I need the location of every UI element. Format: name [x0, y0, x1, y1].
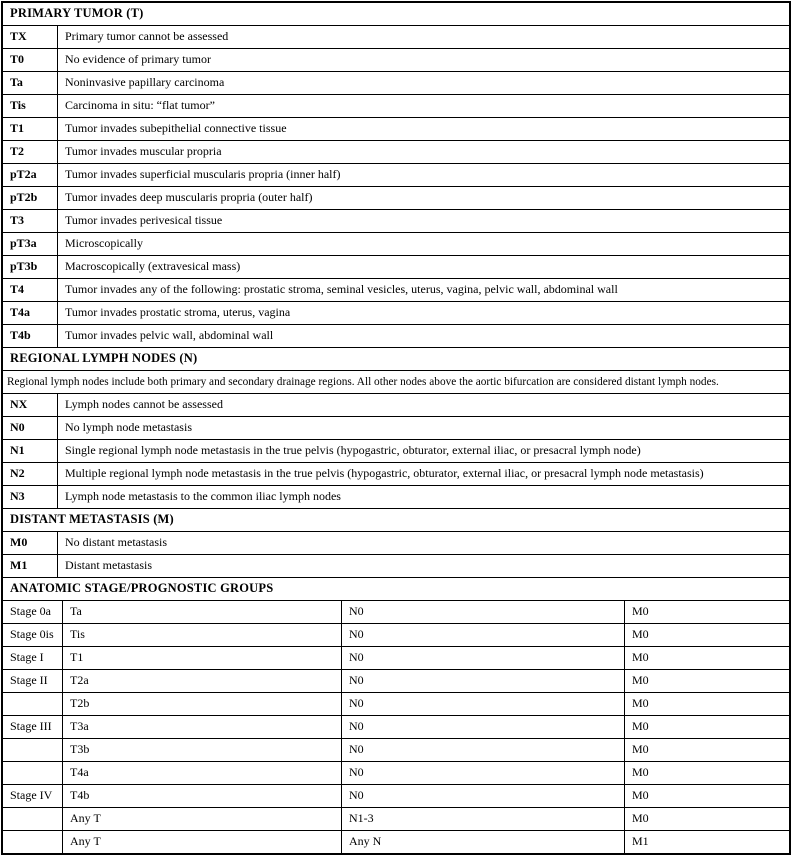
- stage-row-iv-b: [3, 807, 789, 830]
- m-cell: M0: [624, 785, 789, 807]
- description-cell: Lymph node metastasis to the common iliac lymph nodes: [57, 486, 789, 508]
- table-row-n0: [3, 416, 789, 439]
- table-row-t3: [3, 209, 789, 232]
- m-cell: M0: [624, 808, 789, 830]
- code-cell: M0: [10, 535, 28, 550]
- description-cell: Tumor invades muscular propria: [57, 141, 789, 163]
- description-cell: Macroscopically (extravesical mass): [57, 256, 789, 278]
- table-row-tis: [3, 94, 789, 117]
- table-row-n3: [3, 485, 789, 508]
- t-cell: T1: [62, 647, 341, 669]
- t-cell: T3b: [62, 739, 341, 761]
- description-cell: Distant metastasis: [57, 555, 789, 577]
- n-cell: N1-3: [341, 808, 624, 830]
- code-cell: T4b: [10, 328, 31, 343]
- t-cell: T4a: [62, 762, 341, 784]
- code-cell: pT3a: [10, 236, 37, 251]
- stage-cell: Stage IV: [10, 788, 53, 803]
- code-cell: N2: [10, 466, 25, 481]
- section-header-primary-tumor: PRIMARY TUMOR (T): [10, 6, 144, 21]
- description-cell: No lymph node metastasis: [57, 417, 789, 439]
- table-row-pt2a: [3, 163, 789, 186]
- table-row-ta: [3, 71, 789, 94]
- code-cell: Ta: [10, 75, 23, 90]
- t-cell: T2b: [62, 693, 341, 715]
- stage-cell: Stage 0is: [10, 627, 54, 642]
- code-cell: pT2a: [10, 167, 37, 182]
- table-row-m1: [3, 554, 789, 577]
- table-row-n2: [3, 462, 789, 485]
- table-row-pt3a: [3, 232, 789, 255]
- description-cell: Tumor invades any of the following: prostatic stroma, seminal vesicles, uterus, vagina, pelvic wall, abdominal wall: [57, 279, 789, 301]
- description-cell: Carcinoma in situ: “flat tumor”: [57, 95, 789, 117]
- section-header-regional-nodes: REGIONAL LYMPH NODES (N): [10, 351, 198, 366]
- table-row-t0: [3, 48, 789, 71]
- stage-cell: Stage I: [10, 650, 44, 665]
- code-cell: Tis: [10, 98, 26, 113]
- t-cell: Any T: [62, 831, 341, 853]
- description-cell: Microscopically: [57, 233, 789, 255]
- stage-row-iii-a: [3, 715, 789, 738]
- m-cell: M0: [624, 670, 789, 692]
- table-row-tx: [3, 25, 789, 48]
- description-cell: No distant metastasis: [57, 532, 789, 554]
- m-cell: M0: [624, 716, 789, 738]
- description-cell: Tumor invades prostatic stroma, uterus, vagina: [57, 302, 789, 324]
- stage-row-0a: [3, 600, 789, 623]
- n-cell: Any N: [341, 831, 624, 853]
- code-cell: T1: [10, 121, 25, 136]
- code-cell: T4a: [10, 305, 31, 320]
- description-cell: Single regional lymph node metastasis in the true pelvis (hypogastric, obturator, external iliac, or presacral lymph node): [57, 440, 789, 462]
- description-cell: Noninvasive papillary carcinoma: [57, 72, 789, 94]
- n-cell: N0: [341, 647, 624, 669]
- table-row-pt2b: [3, 186, 789, 209]
- stage-cell: [3, 762, 62, 784]
- section-header-stage-groups: ANATOMIC STAGE/PROGNOSTIC GROUPS: [10, 581, 274, 596]
- stage-row-iv-a: [3, 784, 789, 807]
- t-cell: Tis: [62, 624, 341, 646]
- m-cell: M0: [624, 624, 789, 646]
- n-cell: N0: [341, 739, 624, 761]
- n-cell: N0: [341, 716, 624, 738]
- code-cell: pT2b: [10, 190, 38, 205]
- stage-row-iii-b: [3, 738, 789, 761]
- description-cell: Primary tumor cannot be assessed: [57, 26, 789, 48]
- stage-row-ii-b: [3, 692, 789, 715]
- m-cell: M0: [624, 693, 789, 715]
- table-row-t4: [3, 278, 789, 301]
- description-cell: Lymph nodes cannot be assessed: [57, 394, 789, 416]
- stage-cell: [3, 739, 62, 761]
- m-cell: M0: [624, 647, 789, 669]
- n-cell: N0: [341, 762, 624, 784]
- stage-row-0is: [3, 623, 789, 646]
- code-cell: M1: [10, 558, 28, 573]
- stage-row-i: [3, 646, 789, 669]
- t-cell: T2a: [62, 670, 341, 692]
- code-cell: N0: [10, 420, 25, 435]
- code-cell: pT3b: [10, 259, 38, 274]
- code-cell: N1: [10, 443, 25, 458]
- table-row-t4b: [3, 324, 789, 347]
- stage-cell: [3, 831, 62, 853]
- n-cell: N0: [341, 693, 624, 715]
- section-header-row-distant-metastasis: [3, 508, 789, 531]
- n-cell: N0: [341, 624, 624, 646]
- description-cell: Tumor invades deep muscularis propria (outer half): [57, 187, 789, 209]
- section-header-row-stage-groups: [3, 577, 789, 600]
- description-cell: Tumor invades pelvic wall, abdominal wall: [57, 325, 789, 347]
- m-cell: M0: [624, 762, 789, 784]
- table-row-t4a: [3, 301, 789, 324]
- code-cell: T2: [10, 144, 25, 159]
- stage-cell: [3, 808, 62, 830]
- stage-cell: Stage II: [10, 673, 48, 688]
- stage-cell: Stage III: [10, 719, 52, 734]
- description-cell: No evidence of primary tumor: [57, 49, 789, 71]
- table-row-m0: [3, 531, 789, 554]
- code-cell: NX: [10, 397, 28, 412]
- table-row-t1: [3, 117, 789, 140]
- stage-row-ii-a: [3, 669, 789, 692]
- n-cell: N0: [341, 601, 624, 623]
- regional-nodes-note: Regional lymph nodes include both primary and secondary drainage regions. All other nodes above the aortic bifurcation are considered distant lymph nodes.: [7, 375, 719, 388]
- tnm-staging-table: [1, 1, 791, 855]
- m-cell: M0: [624, 601, 789, 623]
- t-cell: Any T: [62, 808, 341, 830]
- m-cell: M1: [624, 831, 789, 853]
- code-cell: TX: [10, 29, 27, 44]
- section-header-row-primary-tumor: [3, 3, 789, 25]
- description-cell: Tumor invades superficial muscularis propria (inner half): [57, 164, 789, 186]
- t-cell: T4b: [62, 785, 341, 807]
- code-cell: T4: [10, 282, 25, 297]
- code-cell: T0: [10, 52, 25, 67]
- table-row-nx: [3, 393, 789, 416]
- t-cell: Ta: [62, 601, 341, 623]
- table-row-t2: [3, 140, 789, 163]
- code-cell: T3: [10, 213, 25, 228]
- stage-row-iii-c: [3, 761, 789, 784]
- section-header-row-regional-nodes: [3, 347, 789, 370]
- m-cell: M0: [624, 739, 789, 761]
- description-cell: Tumor invades subepithelial connective tissue: [57, 118, 789, 140]
- n-cell: N0: [341, 670, 624, 692]
- code-cell: N3: [10, 489, 25, 504]
- stage-cell: [3, 693, 62, 715]
- regional-nodes-note-row: [3, 370, 789, 393]
- stage-row-iv-c: [3, 830, 789, 853]
- n-cell: N0: [341, 785, 624, 807]
- description-cell: Tumor invades perivesical tissue: [57, 210, 789, 232]
- stage-cell: Stage 0a: [10, 604, 51, 619]
- description-cell: Multiple regional lymph node metastasis in the true pelvis (hypogastric, obturator, external iliac, or presacral lymph node metastasis): [57, 463, 789, 485]
- t-cell: T3a: [62, 716, 341, 738]
- section-header-distant-metastasis: DISTANT METASTASIS (M): [10, 512, 174, 527]
- table-row-n1: [3, 439, 789, 462]
- table-row-pt3b: [3, 255, 789, 278]
